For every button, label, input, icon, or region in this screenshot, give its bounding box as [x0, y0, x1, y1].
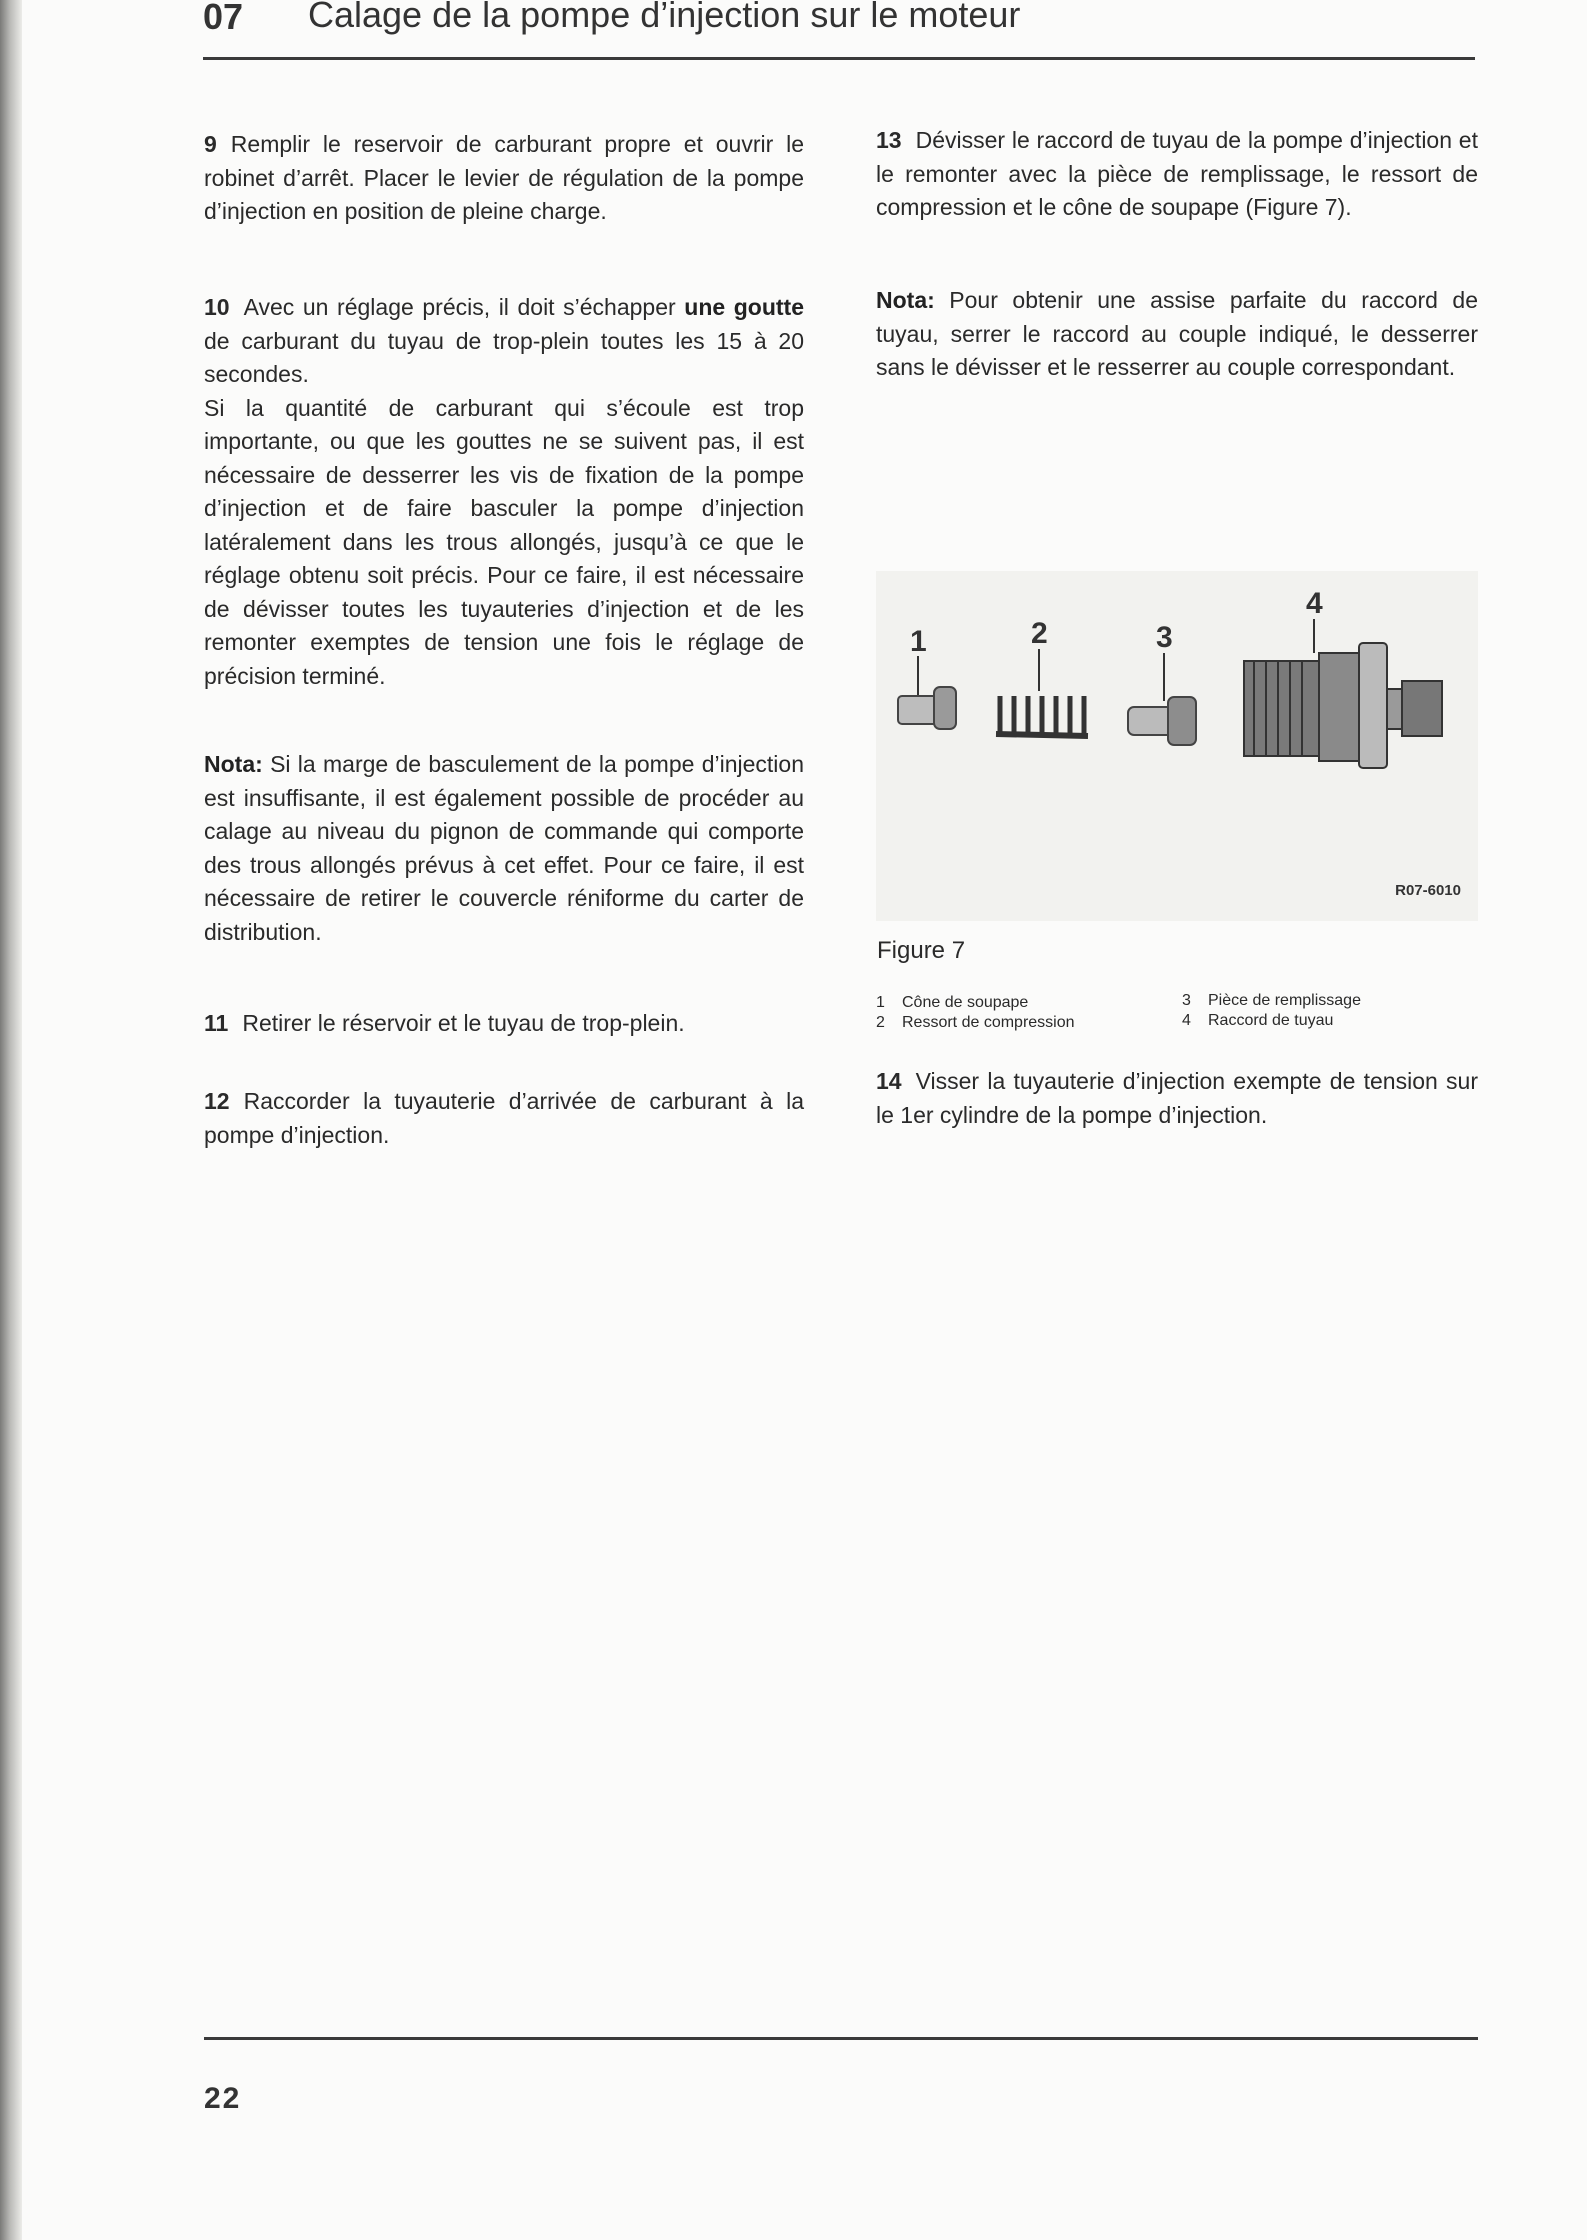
legend-item: 2 Ressort de compression [876, 1014, 1075, 1031]
page-title: Calage de la pompe d’injection sur le moteur [308, 0, 1021, 35]
step-10: 10 Avec un réglage précis, il doit s’échapper une goutte de carburant du tuyau de trop-plein toutes les 15 à 20 secondes. Si la quantité de carburant qui s’écoule est trop importante, ou que les gouttes ne se suivent pas, il est nécessaire de desserrer les vis de fixation de la pompe d’injection et de faire basculer la pompe d’injection latéralement dans les trous allongés, jusqu’à ce que le réglage obtenu soit précis. Pour ce faire, il est nécessaire de dévisser toutes les tuyauteries d’injection et de les remonter exemptes de tension une fois le réglage de précision terminé. [204, 294, 804, 689]
valve-cone-part [898, 687, 956, 729]
figure-legend-right [1182, 991, 1361, 1031]
legend-item: 4 Raccord de tuyau [1182, 1012, 1334, 1029]
nota-left: Nota: Si la marge de basculement de la pompe d’injection est insuffisante, il est également possible de procéder au calage au niveau du pignon de commande qui comporte des trous allongés prévus à cet effet. Pour ce faire, il est nécessaire de retirer le couvercle réniforme du carter de distribution. [204, 751, 804, 945]
figure-ref-code: R07-6010 [1395, 882, 1461, 899]
step-11: 11 Retirer le réservoir et le tuyau de trop-plein. [204, 1010, 685, 1036]
header-rule [203, 57, 1475, 60]
nota-right: Nota: Pour obtenir une assise parfaite du raccord de tuyau, serrer le raccord au couple indiqué, le desserrer sans le dévisser et le resserrer au couple correspondant. [876, 287, 1478, 380]
compression-spring-part [996, 696, 1088, 736]
step-9: 9 Remplir le reservoir de carburant propre et ouvrir le robinet d’arrêt. Placer le levier de régulation de la pompe d’injection en position de pleine charge. [204, 131, 804, 224]
legend-item: 1 Cône de soupape [876, 994, 1029, 1011]
figure-7-image [876, 571, 1478, 921]
footer-rule [204, 2037, 1478, 2040]
page-number: 22 [204, 2082, 242, 2115]
filler-piece-part [1128, 697, 1196, 745]
callout-3: 3 [1156, 621, 1173, 654]
legend-item: 3 Pièce de remplissage [1182, 992, 1361, 1009]
scan-binding-shadow [0, 0, 22, 2240]
callout-4: 4 [1306, 587, 1323, 620]
pipe-union-part [1244, 643, 1442, 768]
step-12: 12 Raccorder la tuyauterie d’arrivée de carburant à la pompe d’injection. [204, 1088, 804, 1148]
figure-caption: Figure 7 [877, 937, 966, 964]
chapter-number: 07 [203, 0, 244, 37]
step-14: 14 Visser la tuyauterie d’injection exempte de tension sur le 1er cylindre de la pompe d’injection. [876, 1068, 1478, 1128]
callout-2: 2 [1031, 617, 1048, 650]
figure-legend-left [876, 993, 1075, 1033]
callout-1: 1 [910, 625, 927, 658]
step-13: 13 Dévisser le raccord de tuyau de la pompe d’injection et le remonter avec la pièce de remplissage, le ressort de compression et le cône de soupape (Figure 7). [876, 127, 1478, 220]
